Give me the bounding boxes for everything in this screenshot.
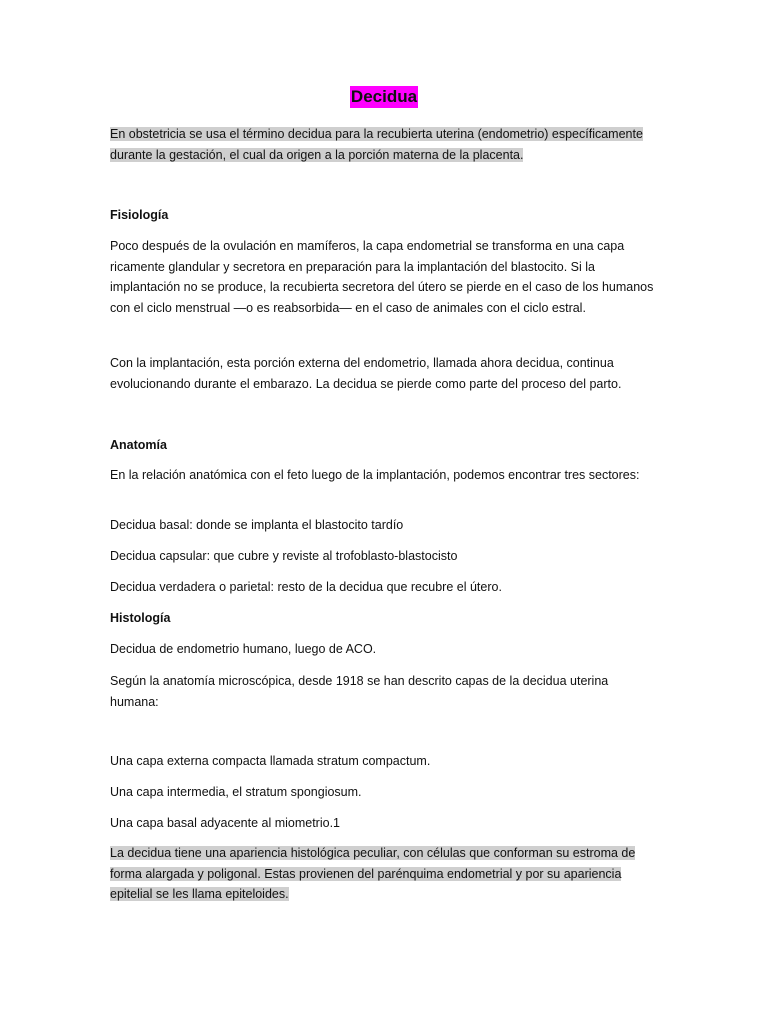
histologia-layer-compactum: Una capa externa compacta llamada stratum compactum.: [110, 754, 431, 768]
histologia-layer-spongiosum: Una capa intermedia, el stratum spongiosum.: [110, 785, 362, 799]
histologia-paragraph-2: Según la anatomía microscópica, desde 1918 se han descrito capas de la decidua uterina humana:: [110, 674, 609, 709]
section-heading-histologia: Histología: [110, 611, 171, 625]
histologia-paragraph-1: Decidua de endometrio humano, luego de ACO.: [110, 642, 377, 656]
intro-highlighted-text: En obstetricia se usa el término decidua para la recubierta uterina (endometrio) específicamente durante la gestación, el cual da origen a la porción materna de la placenta.: [110, 127, 643, 162]
section-heading-anatomia: Anatomía: [110, 438, 167, 452]
histologia-closing-paragraph: [110, 843, 658, 905]
intro-paragraph: [110, 124, 658, 165]
histologia-closing-highlighted-text: La decidua tiene una apariencia histológica peculiar, con células que conforman su estroma de forma alargada y poligonal. Estas provienen del parénquima endometrial y por su apariencia epitelial se les llama epiteloides.: [110, 846, 636, 901]
anatomia-item-decidua-capsular: Decidua capsular: que cubre y reviste al trofoblasto-blastocisto: [110, 549, 458, 563]
anatomia-item-decidua-verdadera: Decidua verdadera o parietal: resto de la decidua que recubre el útero.: [110, 580, 502, 594]
section-heading-fisiologia: Fisiología: [110, 208, 169, 222]
page-title: Decidua: [350, 87, 418, 106]
anatomia-item-decidua-basal: Decidua basal: donde se implanta el blastocito tardío: [110, 518, 404, 532]
histologia-layer-basal: Una capa basal adyacente al miometrio.1: [110, 816, 340, 830]
anatomia-intro-paragraph: En la relación anatómica con el feto luego de la implantación, podemos encontrar tres sectores:: [110, 468, 640, 482]
fisiologia-paragraph-1: Poco después de la ovulación en mamíferos, la capa endometrial se transforma en una capa ricamente glandular y secretora en preparación para la implantación del blastocito. Si la implantación no se produce, la recubierta secretora del útero se pierde en el caso de los humanos con el ciclo menstrual —o es reabsorbida— en el caso de animales con el ciclo estral.: [110, 239, 654, 315]
fisiologia-paragraph-2: Con la implantación, esta porción externa del endometrio, llamada ahora decidua, continua evolucionando durante el embarazo. La decidua se pierde como parte del proceso del parto.: [110, 356, 622, 391]
title-container: [0, 86, 768, 108]
